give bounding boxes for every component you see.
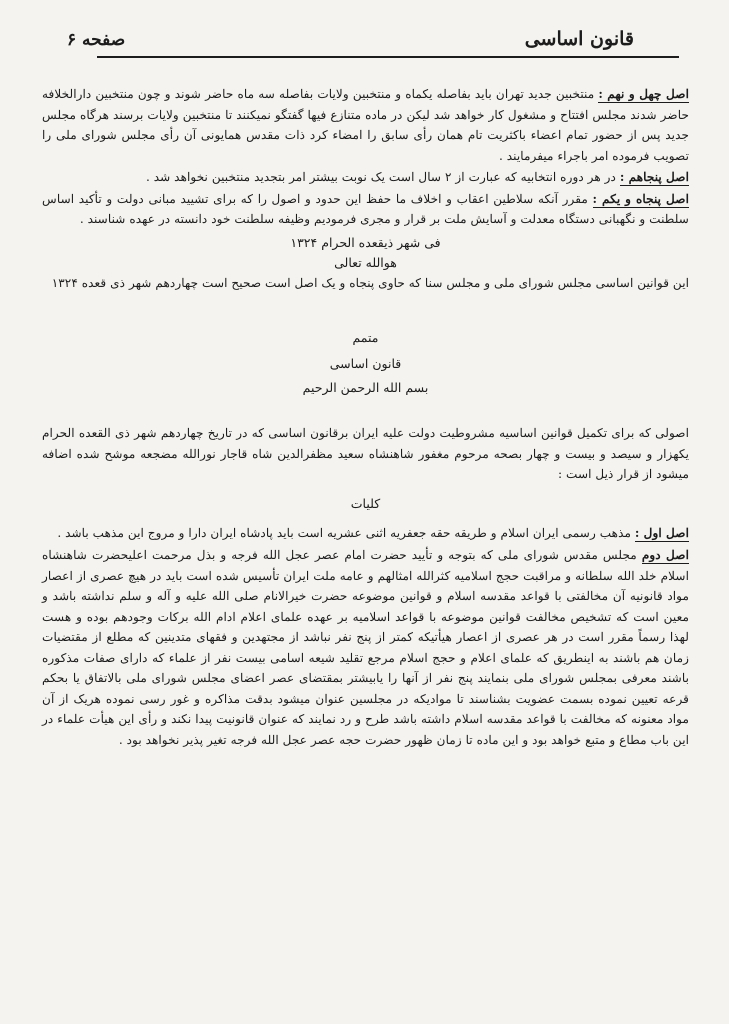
header-rule bbox=[97, 56, 679, 58]
date-line: فی شهر ذیقعده الحرام ۱۳۲۴ bbox=[290, 234, 441, 250]
introduction-paragraph: اصولی که برای تکمیل قوانین اساسیه مشروطیت دولت علیه ایران برقانون اساسی که در تاریخ چهاردهم شهر ذی القعده الحرام یکهزار و سیصد و بیست و چهار بصحه مرحوم مغفور شاهنشاه سعید مظفرالدین شاه قاجار نورالله مضجعه موشح شده اضافه میشود از قرار ذیل است : bbox=[42, 426, 689, 481]
article-2-text: مجلس مقدس شورای ملی که بتوجه و تأیید حضرت امام عصر عجل الله فرجه و بذل مرحمت اعلیحضرت شاهنشاه اسلام خلد الله سلطانه و مراقبت حجج اسلامیه کثرالله امثالهم و عامه ملت ایران تأسیس شده است باید در هیچ عصری از اعصار مواد قانونیه آن مخالفتی با قواعد مقدسه اسلام و قوانین موضوعه حضرت خیرالانام صلی الله علیه و آله و سلم نداشته باشد و معین است که تشخیص مخالفت قوانین موضوعه با قواعد اسلامیه بر عهده علمای اعلام ادام الله برکات وجودهم بوده و هست لهذا رسماً مقرر است در هر عصری از اعصار هیأتیکه کمتر از پنج نفر نباشد از مجتهدین و فقهای متدینین که مطلع از مقتضیات زمان هم باشند به اینطریق که علمای اعلام و حجج اسلام مرجع تقلید شیعه اسامی بیست نفر از علماء که دارای صفات مذکوره باشند معرفی بمجلس شورای ملی بنمایند پنج نفر از آنها را یابیشتر بمقتضای عصر اعضای مجلس شورای ملی بالاتفاق یا بحکم قرعه تعیین نموده بسمت عضویت بشناسند تا موادیکه در مجلسین عنوان میشود بدقت مذاکره و غور رسی نموده هریک از آن مواد معنونه که مخالفت با قواعد مقدسه اسلام داشته باشد طرح و رد نمایند که عنوان قانونیت پیدا نکند و رأی این هیأت علماء در این باب مطاع و متبع خواهد بود و این ماده تا زمان ظهور حضرت حجه عصر عجل الله فرجه تغیر پذیر نخواهد بود . bbox=[42, 548, 689, 747]
article-50-heading: اصل پنجاهم : bbox=[619, 170, 689, 184]
article-2-heading: اصل دوم bbox=[641, 548, 689, 562]
supplement-heading: متمم bbox=[352, 330, 379, 345]
page-number: صفحه ۶ bbox=[67, 30, 126, 50]
article-49 bbox=[42, 84, 689, 166]
section-gap bbox=[42, 293, 689, 327]
basmala: بسم الله الرحمن الرحیم bbox=[302, 380, 429, 395]
article-49-heading: اصل چهل و نهم : bbox=[598, 87, 690, 101]
page-header bbox=[42, 14, 689, 50]
constitution-heading: قانون اساسی bbox=[329, 356, 402, 371]
article-51 bbox=[42, 189, 689, 230]
article-1-heading: اصل اول : bbox=[634, 525, 689, 540]
page-title: قانون اساسی bbox=[524, 28, 634, 50]
article-1-text: مذهب رسمی ایران اسلام و طریقه حقه جعفریه اثنی عشریه است باید پادشاه ایران دارا و مروج این مذهب باشد . bbox=[57, 525, 635, 540]
article-51-heading: اصل پنجاه و یکم : bbox=[592, 191, 689, 206]
article-1 bbox=[42, 523, 689, 544]
article-2 bbox=[42, 545, 689, 750]
closing-statement: این قوانین اساسی مجلس شورای ملی و مجلس سنا که حاوی پنجاه و یک اصل است صحیح است چهاردهم شهر ذی قعده ۱۳۲۴ bbox=[51, 275, 689, 290]
article-49-text: منتخبین جدید تهران باید بفاصله یکماه و منتخبین ولایات بفاصله سه ماه حاضر شوند و چون منتخبین دارالخلافه حاضر شدند مجلس افتتاح و مشغول کار خواهد شد لیکن در ماده متنازع فیها گفتگو نمیکنند تا منتخبین ولایات برسند هرگاه مجلس جدید پس از حضور تمام اعضاء باکثریت تام همان رأی سابق را امضاء کرد ذات مقدس همایونی آن رأی مجلس شورای ملی را تصویب فرموده امر باجراء میفرمایند . bbox=[42, 87, 689, 163]
article-50-text: در هر دوره انتخابیه که عبارت از ۲ سال است یک نوبت بیشتر امر بتجدید منتخبین نخواهد شد . bbox=[145, 170, 620, 184]
article-51-text: مقرر آنکه سلاطین اعقاب و اخلاف ما حفظ این حدود و اصول را که برای تشیید مبانی دولت و تأکید اساس سلطنت و نگهبانی دستگاه معدلت و آسایش ملت بر قرار و مجری فرمودیم وظیفه سلطنت خود دانسته در عهده شناسند . bbox=[42, 191, 689, 226]
article-50 bbox=[42, 167, 689, 188]
generalities-heading: کلیات bbox=[350, 495, 381, 511]
huwa-line: هوالله تعالی bbox=[334, 254, 397, 270]
